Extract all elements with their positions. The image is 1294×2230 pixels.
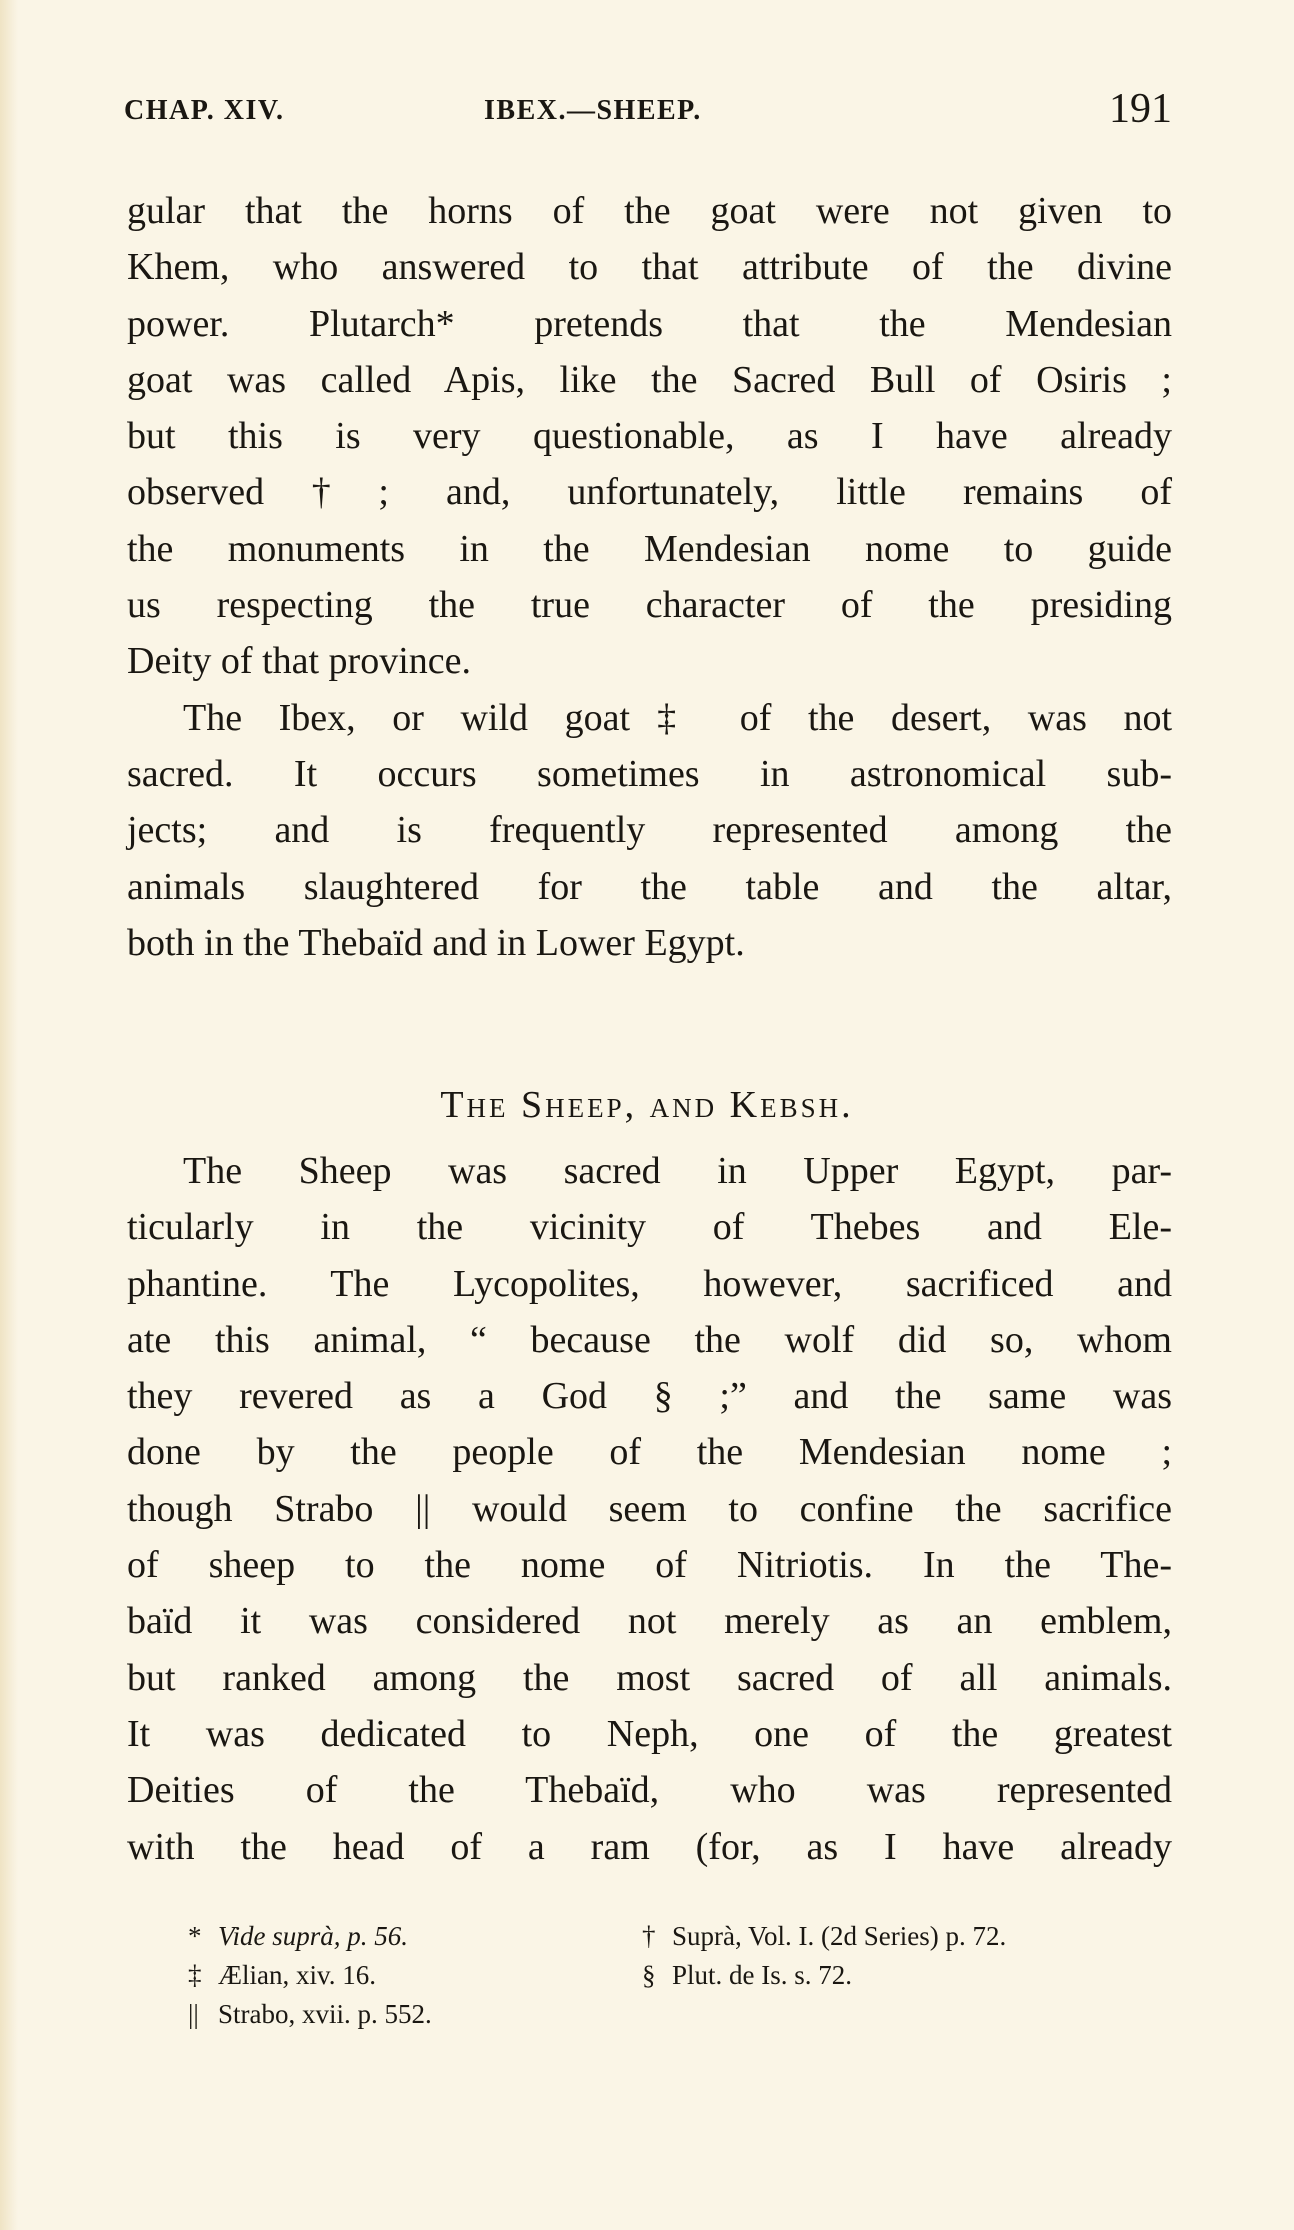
footnote-symbol: * [188, 1921, 202, 1951]
footnote-symbol: † [642, 1921, 656, 1951]
page-number: 191 [1109, 86, 1172, 132]
text-line: The Ibex, or wild goat‡ of the desert, was not [183, 696, 1172, 739]
text-line: It was dedicated to Neph, one of the greatest [127, 1712, 1172, 1755]
footnote-symbol: ‡ [188, 1960, 202, 1990]
text-line: baïd it was considered not merely as an emblem, [127, 1600, 1172, 1643]
body-text-top [127, 183, 1172, 971]
text-line: both in the Thebaïd and in Lower Egypt. [127, 921, 745, 964]
text-line: Deity of that province. [127, 640, 472, 683]
text-line: power. Plutarch* pretends that the Mendesian [127, 302, 1172, 345]
text-line: jects; and is frequently represented among the [127, 809, 1172, 852]
text-line: ticularly in the vicinity of Thebes and Ele- [127, 1206, 1172, 1249]
footnote-1 [188, 1917, 408, 1956]
chapter-label: CHAP. XIV. [124, 95, 285, 126]
footnote-row [188, 1995, 1178, 2034]
footnote-symbol: || [188, 1999, 199, 2029]
footnote-text: Plut. de Is. s. 72. [672, 1960, 853, 1990]
footnote-text: Ælian, xiv. 16. [218, 1960, 376, 1990]
text-line: observed†; and, unfortunately, little remains of [127, 471, 1172, 514]
section-heading: The Sheep, and Kebsh. [440, 1084, 854, 1126]
running-header [124, 85, 1172, 135]
footnote-5 [188, 1995, 432, 2034]
text-line: The Sheep was sacred in Upper Egypt, par- [183, 1150, 1172, 1192]
text-line: though Strabo || would seem to confine the sacrifice [127, 1487, 1172, 1530]
text-line: gular that the horns of the goat were not given to [127, 190, 1172, 232]
text-line: us respecting the true character of the presiding [127, 584, 1172, 627]
text-line: of sheep to the nome of Nitriotis. In the The- [127, 1544, 1172, 1587]
text-line: with the head of a ram (for, as I have already [127, 1825, 1172, 1868]
text-line: they revered as a God § ;” and the same was [127, 1375, 1172, 1418]
footnote-2 [642, 1917, 1006, 1956]
text-line: but this is very questionable, as I have already [127, 415, 1172, 458]
footnotes [188, 1917, 1178, 2034]
text-line: goat was called Apis, like the Sacred Bull of Osiris ; [127, 358, 1172, 401]
text-line: the monuments in the Mendesian nome to guide [127, 527, 1172, 570]
text-line: animals slaughtered for the table and the altar, [127, 865, 1172, 908]
footnote-symbol: § [642, 1960, 656, 1990]
text-line: done by the people of the Mendesian nome ; [127, 1431, 1172, 1474]
footnote-3 [188, 1956, 376, 1995]
text-line: but ranked among the most sacred of all animals. [127, 1656, 1172, 1699]
footnote-row [188, 1917, 1178, 1956]
text-line: Deities of the Thebaïd, who was represented [127, 1769, 1172, 1812]
footnote-text: Suprà, Vol. I. (2d Series) p. 72. [672, 1921, 1007, 1951]
body-text-sheep [127, 1143, 1172, 1875]
text-line: ate this animal, “ because the wolf did so, whom [127, 1318, 1172, 1361]
footnote-row [188, 1956, 1178, 1995]
text-line: Khem, who answered to that attribute of the divine [127, 246, 1172, 289]
footnote-text: Strabo, xvii. p. 552. [218, 1999, 432, 2029]
text-line: sacred. It occurs sometimes in astronomical sub- [127, 752, 1172, 795]
footnote-text: Vide suprà, p. 56. [218, 1921, 408, 1951]
text-line: phantine. The Lycopolites, however, sacrificed and [127, 1262, 1172, 1305]
running-title: IBEX.—SHEEP. [484, 95, 702, 126]
footnote-4 [642, 1956, 852, 1995]
